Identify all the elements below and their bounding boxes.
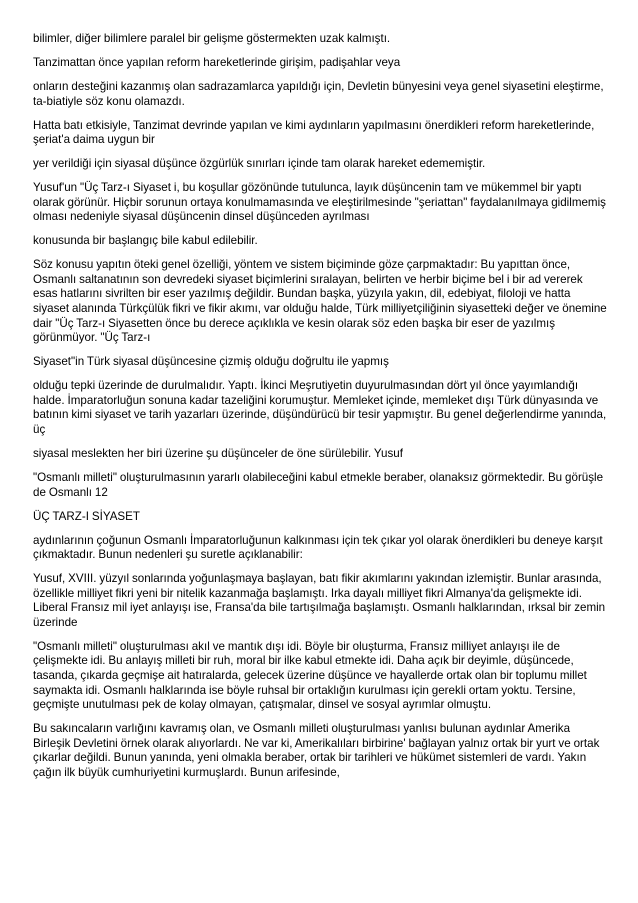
paragraph: "Osmanlı milleti" oluşturulması akıl ve mantık dışı idi. Böyle bir oluşturma, Fransız milliyet anlayışı ile de çelişmekte idi. Bu anlayış milleti bir ruh, moral bir ilke kabul etmekte idi. Daha açık bir deyimle, düşüncede, tasanda, çıkarda geçmişe ait hatıralarda, gelecek üzerine düşünce ve hayallerde ortak olan bir toplumu millet saymakta idi. Osmanlı halklarında ise böyle ruhsal bir ortaklığın kurulması için gerekli ortam yoktu. Tersine, geçmişte unutulması pek de kolay olmayan, çatışmalar, dinsel ve sosyal ayrımlar olmuştu.	[33, 639, 587, 712]
paragraph: Yusuf'un "Üç Tarz-ı Siyaset i, bu koşullar gözönünde tutulunca, layık düşüncenin tam ve mükemmel bir yaptı olarak görünür. Hiçbir sorunun ortaya konulmamasında ve eleştirilmesinde "şeriattan" faydalanılmaya gidilmemiş olması nedeniyle siyasal düşüncenin dinsel düşünceden ayrılması	[33, 181, 606, 224]
paragraph: "Osmanlı milleti" oluşturulmasının yararlı olabileceğini kabul etmekle beraber, olanaksız görmektedir. Bu görüşle de Osmanlı 12	[33, 470, 604, 499]
paragraph: konusunda bir başlangıç bile kabul edilebilir.	[33, 234, 258, 248]
paragraph: Yusuf, XVIII. yüzyıl sonlarında yoğunlaşmaya başlayan, batı fikir akımlarını yakından izlemiştir. Bunlar arasında, özellikle milliyet fikri yeni bir nitelik kazanmağa başlamıştı. Irka dayalı milliyet fikri Almanya'da gelişmekte idi. Liberal Fransız mil iyet anlayışı ise, Fransa'da bile tartışılmağa başlamıştı. Osmanlı halklarından, ırksal bir zemin üzerinde	[33, 572, 606, 629]
paragraph: yer verildiği için siyasal düşünce özgürlük sınırları içinde tam olarak hareket edememiştir.	[33, 157, 486, 171]
paragraph: siyasal meslekten her biri üzerine şu düşünceler de öne sürülebilir. Yusuf	[33, 446, 403, 460]
paragraph: bilimler, diğer bilimlere paralel bir gelişme göstermekten uzak kalmıştı.	[33, 32, 391, 45]
paragraph: olduğu tepki üzerinde de durulmalıdır. Yaptı. İkinci Meşrutiyetin duyurulmasından dört yıl önce yayımlandığı halde. İmparatorluğun sonuna kadar tazeliğini korumuştur. Memleket içinde, memleket dışı Türk dünyasında ve batının kimi siyaset ve tarih yazarları üzerinde, düşündürücü bir tesir yapmıştır. Bu genel değerlendirme yanında, üç	[33, 379, 607, 436]
paragraph: Söz konusu yapıtın öteki genel özelliği, yöntem ve sistem biçiminde göze çarpmaktadır: Bu yapıttan önce, Osmanlı saltanatının son devredeki siyaset biçimlerini sıralayan, belirten ve herbir biçime bel i bir ad vererek esas hatlarını sivrilten bir eser yazılmış değildir. Bundan başka, yüzyıla yakın, dil, edebiyat, filoloji ve hatta siyaset alanında Türkçülük fikri ve fikir akımı, var olduğu halde, Türk milliyetçiliğinin siyasetteki değer ve önemine dair "Üç Tarz-ı Siyasetten önce bu derece açıklıkla ve kesin olarak söz eden başka bir eser de yazılmış görünmüyor. "Üç Tarz-ı	[33, 258, 607, 345]
document-page	[33, 32, 607, 790]
paragraph: onların desteğini kazanmış olan sadrazamlarca yapıldığı için, Devletin bünyesini veya genel siyasetini eleştirme, ta-biatiyle söz konu olamazdı.	[33, 79, 604, 108]
section-heading: ÜÇ TARZ-I SİYASET	[33, 509, 140, 523]
paragraph: aydınlarının çoğunun Osmanlı İmparatorluğunun kalkınması için tek çıkar yol olarak önerdikleri bu deneye karşıt çıkmaktadır. Bunun nedenleri şu suretle açıklanabilir:	[33, 533, 603, 562]
paragraph: Bu sakıncaların varlığını kavramış olan, ve Osmanlı milleti oluşturulması yanlısı bulunan aydınlar Amerika Birleşik Devletini örnek olarak alıyorlardı. Ne var ki, Amerikalıları birbirine' bağlayan yalnız ortak bir yurt ve ortak çıkarlar değildi. Bunun yanında, yeni olmakla beraber, ortak bir tarihleri ve hükümet sistemleri de vardı. Yakın çağın ilk büyük cumhuriyetini kurmuşlardı. Bunun arifesinde,	[33, 722, 600, 779]
paragraph: Hatta batı etkisiyle, Tanzimat devrinde yapılan ve kimi aydınların yapılmasını önerdikleri reform hareketlerinde, şeriat'a daima uygun bir	[33, 118, 595, 147]
paragraph: Tanzimattan önce yapılan reform hareketlerinde girişim, padişahlar veya	[33, 55, 401, 69]
paragraph: Siyaset"in Türk siyasal düşüncesine çizmiş olduğu doğrultu ile yapmış	[33, 355, 389, 369]
